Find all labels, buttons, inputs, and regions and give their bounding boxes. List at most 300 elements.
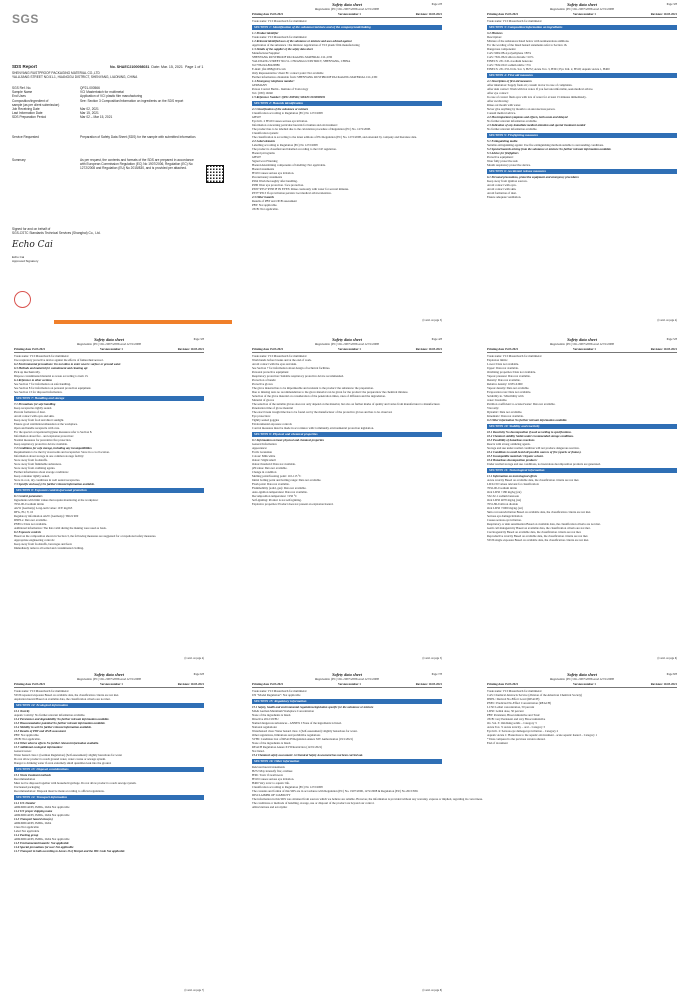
report-page <box>12 2 234 324</box>
sgs-logo: SGS <box>12 12 39 26</box>
text-line: ADR/RID/ADN, IMDG, IATA Not applicable <box>14 837 70 841</box>
version-number: Version number 1 <box>338 682 361 686</box>
page-number: Page 7/8 <box>431 672 442 676</box>
section-body <box>487 31 677 71</box>
text-line: 1.1 Product identifier <box>252 31 279 35</box>
text-line: After swallowing: <box>487 99 509 103</box>
section-heading: SECTION 1: Identification of the substance/mixture and of the company/undertaking <box>252 25 442 30</box>
page-number: Page 4/8 <box>431 337 442 341</box>
text-line: LD50: Lethal dose, 50 percent <box>487 709 524 713</box>
text-line: Odour: Slight smell <box>252 458 276 462</box>
revision-date: Revision: 10.03.2021 <box>650 682 677 686</box>
text-line: CAS: Chemical Abstracts Service (division of the American Chemical Society) <box>487 693 583 697</box>
sds-title: Safety data sheet <box>332 672 362 677</box>
continued-note: (Contd. on page 3) <box>422 319 442 322</box>
text-line: SHENYANG RUSTPROOF PACKAGING MATERIAL CO.,LTD <box>252 55 333 59</box>
sds-page <box>487 2 677 324</box>
sds-header <box>252 2 442 11</box>
text-line: Application of the substance / the mixture: Application of VCI plastic film manufacturing <box>252 43 360 47</box>
text-line: Avoid formation of dust. <box>487 191 517 195</box>
continued-note: (Contd. on page 7) <box>184 989 204 992</box>
continued-note: (Contd. on page 6) <box>657 657 677 660</box>
text-line: 1.2 Relevant identified uses of the substance or mixture and uses advised against <box>252 39 352 43</box>
section-heading: SECTION 6: Accidental release measures <box>487 169 677 174</box>
sds-title: Safety data sheet <box>567 2 597 7</box>
text-line: Mouth respiratory protective device. <box>487 163 531 167</box>
text-line: Dispose contaminated material as waste according to item 13. <box>14 374 89 378</box>
text-line: Oxidizing properties: Data not available. <box>487 370 536 374</box>
text-line: Trade name: VCI Masterbatch for multimetal <box>252 35 307 39</box>
printing-date: Printing date 15.03.2021 <box>14 682 46 686</box>
text-line: Signal word Warning <box>252 159 278 163</box>
text-line: 7631-86-9 silicon dioxide <box>487 502 518 506</box>
text-line: Prevent formation of dust. <box>14 410 46 414</box>
sds-header <box>487 337 677 346</box>
text-line: ADR/RID/ADN, IMDG, IATA <box>14 821 52 825</box>
sds-regulation: Regulation (EC) No.1907/2006 and 1272/2008 <box>550 342 614 346</box>
text-line: Upper: Data not available. <box>487 366 519 370</box>
text-line: pH-value: Data not available. <box>252 466 288 470</box>
sds-header <box>252 337 442 346</box>
text-line: Danger to drinking water if even extremely small quantities leak into the ground. <box>14 761 112 765</box>
sds-title: Safety data sheet <box>94 672 124 677</box>
text-line: Hazard statements <box>252 167 275 171</box>
report-fields: SGS Ref. No. QP21-000566 Sample Name VCI Masterbatch for multimetal End Uses Application of VCI plastic film manufacturing Composition/Ingredient of See: Section 3 Composition/information on ingredients on the SDS report sample (as per client submission) Job Receiving Date Mar 02, 2021 Last Information Date Mar 15, 2021 SDS Preparation Period Mar 02 – Mar 15, 2021 <box>12 86 184 120</box>
trade-name: Trade name: VCI Masterbatch for multimetal <box>487 687 677 693</box>
text-line: Appearance: <box>252 446 268 450</box>
text-line: Selection of the glove material on consideration of the penetration times, rates of diffusion and the degradation. <box>252 394 386 398</box>
text-line: Avoid contact with eyes. <box>487 183 517 187</box>
printing-date: Printing date 15.03.2021 <box>487 12 519 16</box>
text-line: Form: Granulate <box>252 450 272 454</box>
trade-name: Trade name: VCI Masterbatch for multimetal <box>487 17 677 23</box>
text-line: 4.2 Most important symptoms and effects, both acute and delayed <box>487 115 568 119</box>
text-line: Ingredients with limit values that require monitoring at the workplace: <box>14 498 99 502</box>
trade-name: Trade name: VCI Masterbatch for multimetal <box>487 352 677 358</box>
sds-header <box>487 672 677 681</box>
text-line: DFG, EU, Y, 10 <box>14 510 34 514</box>
text-line: Further information obtainable from: SHENYANG RUSTPROOF PACKAGING MATERIAL CO.,LTD <box>252 75 378 79</box>
text-line: 13.1 Waste treatment methods <box>14 773 51 777</box>
text-line: Never give anything by mouth to an unconscious person. <box>487 107 556 111</box>
text-line: DNELs: Data not available. <box>14 518 48 522</box>
text-line: Material of gloves <box>252 398 274 402</box>
text-line: Information concerning particular hazards for human and environment: <box>252 123 338 127</box>
continued-note: (Contd. on page 4) <box>657 319 677 322</box>
section-heading: SECTION 15: Regulatory information <box>252 699 442 704</box>
text-line: 1.3 Details of the supplier of the safety data sheet <box>252 47 313 51</box>
page-number: Page 3/8 <box>666 2 677 6</box>
text-line: Poison Control Berlin - Institute of Toxicology <box>252 87 309 91</box>
text-line: Tightly sealed goggles <box>252 418 280 422</box>
text-line: Acute toxicity Based on available data, the classification criteria are not met. <box>487 478 580 482</box>
text-line: 12.3 Bioaccumulative potential No further relevant information available. <box>14 721 106 725</box>
text-line: Precautionary statements <box>252 175 283 179</box>
text-line: Odour threshold: Data not available. <box>252 462 296 466</box>
text-line: Label Not applicable <box>14 829 40 833</box>
text-line: 1.4 Emergency telephone number: <box>252 79 295 83</box>
text-line: Kinematic: Data not available. <box>487 414 524 418</box>
text-line: Further information about storage conditions: <box>14 470 69 474</box>
text-line: Suitable extinguishing agents: Use fire extinguishing methods suitable to surrounding conditions. <box>487 143 604 147</box>
section-body <box>252 107 442 211</box>
text-line: Flash point: Data not available. <box>252 482 290 486</box>
text-line: The product has to be labelled due to the calculation procedure of Regulation (EC) No. 1272/2008. <box>252 127 371 131</box>
text-line: Reacts with strong oxidizing agents. <box>487 442 531 446</box>
section-body <box>252 438 442 506</box>
text-line: Ox. Sol. 3: Oxidising solids – Category 3 <box>487 721 537 725</box>
section-body <box>487 358 677 422</box>
text-line: ADR/RID/ADN, IMDG, IATA Not applicable <box>14 813 70 817</box>
page-number: Page 8/8 <box>666 672 677 676</box>
text-line: Causes serious eye irritation. <box>487 518 522 522</box>
text-line: Avoid contact with eyes and skin. <box>14 414 55 418</box>
text-line: 9.1 Information on basic physical and chemical properties <box>252 438 325 442</box>
text-line: vPvB: Not applicable. <box>14 737 41 741</box>
text-line: AGW (Germany) Long-term value: 10 E mg/m3 <box>14 506 73 510</box>
text-line: In case of contact flush eyes with lots of water for at least 15 minutes immediately. <box>487 95 587 99</box>
trade-name: Trade name: VCI Masterbatch for multimetal <box>14 352 204 358</box>
text-line: PNEC: Predicted No-Effect Concentration (REACH) <box>487 701 551 705</box>
sds-meta <box>487 12 677 16</box>
text-line: Skin corrosion/irritation Based on available data, the classification criteria are not met. <box>487 510 592 514</box>
text-line: Evaporation rate: Data not available. <box>487 390 532 394</box>
printing-date: Printing date 15.03.2021 <box>252 12 284 16</box>
text-line: Avoid contact with skin. <box>487 187 517 191</box>
printing-date: Printing date 15.03.2021 <box>14 347 46 351</box>
text-line: Protective equipment: <box>487 155 514 159</box>
text-line: CAS: 9002-88-4 polyethylene >80% <box>487 51 532 55</box>
trade-name: Trade name: VCI Masterbatch for multimetal <box>252 687 442 693</box>
text-line: 2.1 Classification of the substance or mixture <box>252 107 309 111</box>
text-line: PBT: Not applicable. <box>252 203 278 207</box>
section-heading: SECTION 9: Physical and chemical properties <box>252 432 442 437</box>
text-line: vPvB: Not applicable. <box>252 207 279 211</box>
text-line: 12.5 Results of PBT and vPvB assessment <box>14 729 66 733</box>
text-line: 14.3 Transport hazard class(es) <box>14 817 53 821</box>
text-line: 12.6 Other adverse effects No further relevant information available. <box>14 741 99 745</box>
text-line: 10.3 Possibility of hazardous reactions <box>487 438 535 442</box>
sds-page <box>252 672 483 994</box>
text-line: 5.3 Advice for firefighters <box>487 151 519 155</box>
text-line: The product is classified and labelled according to the CLP regulation. <box>252 147 337 151</box>
text-line: 10.6 Hazardous decomposition products: <box>487 458 538 462</box>
text-line: 10.5 Incompatible materials: Organic solvent. <box>487 454 544 458</box>
text-line: Water hazard class 1 (German Regulation) (Self-assessment): slightly hazardous for water <box>14 753 123 757</box>
text-line: Oral LD50 4070 mg/kg (rat) <box>487 498 522 502</box>
section-body <box>487 474 677 542</box>
text-line: P280 Wear eye protection / face protection. <box>252 183 304 187</box>
section-heading: SECTION 10: Stability and reactivity <box>487 424 677 429</box>
section-heading: SECTION 13: Disposal considerations <box>14 767 204 772</box>
text-line: The classification is according to the latest editions of EU-Regulation (EC) No. 1272/2008, and extended by company and literature data. <box>252 135 417 139</box>
version-number: Version number 1 <box>338 347 361 351</box>
text-line: General notes: <box>14 749 32 753</box>
text-line: Respiratory protection: Suitable respiratory protective device recommended. <box>252 374 344 378</box>
section-heading: SECTION 5: Firefighting measures <box>487 133 677 138</box>
text-line: 10.1 Reactivity No decomposition if used according to specifications. <box>487 430 572 434</box>
text-line: Vapour pressure: Data not available. <box>487 374 531 378</box>
text-line: Keep container tightly sealed. <box>14 474 50 478</box>
revision-date: Revision: 10.03.2021 <box>650 347 677 351</box>
page-number: Page 3/8 <box>193 337 204 341</box>
text-line: 10.4 Conditions to avoid Avoid all possible sources of fire (sparks or flames). <box>487 450 582 454</box>
text-line: Class Not applicable <box>14 825 39 829</box>
qr-code-icon <box>206 165 224 183</box>
text-line: Eye Irrit. 2: Serious eye damage/eye irritation – Category 2 <box>487 729 559 733</box>
text-line: After inhalation: Supply fresh air; consult doctor in case of complaints. <box>487 83 573 87</box>
section-body <box>252 765 483 809</box>
sds-meta <box>252 12 442 16</box>
text-line: For the special occupational hygiene measures refer to Section 8. <box>14 430 93 434</box>
text-line: PNECs: Data not available. <box>14 522 47 526</box>
text-line: Keep receptacles tightly sealed. <box>14 406 52 410</box>
text-line: Other regulations, limitations and prohibitive regulations <box>252 733 321 737</box>
section-heading: SECTION 8: Exposure controls/personal protection <box>14 488 204 493</box>
text-line: Control measures must be made in accordance with Community environmental protection legislation. <box>252 426 374 430</box>
text-line: CAS: 7632-00-0 sodium nitrite <3% <box>487 63 531 67</box>
text-line: Keep away from foodstuffs, beverages and feed. <box>14 542 73 546</box>
text-line: End of document <box>487 741 508 745</box>
section-heading: SECTION 11: Toxicological information <box>487 468 677 473</box>
text-line: 1.5 Reference Number: QP21-000566; SHAEC2100098031 <box>252 95 326 99</box>
text-line: Keep respiratory protective device available. <box>14 442 68 446</box>
section-heading: SECTION 3: Composition/information on ingredients <box>487 25 677 30</box>
section-body <box>14 773 204 793</box>
text-line: Protective gloves <box>252 382 273 386</box>
text-line: 7.2 Conditions for safe storage, including any incompatibilities <box>14 446 92 450</box>
text-line: The selection of the suitable gloves does not only depend on the material, but also on further marks of quality and varies from manufacturer to manufacturer. <box>252 402 441 406</box>
text-line: Labelling according to Regulation (EC) No 1272/2008 <box>252 143 318 147</box>
text-line: 4.3 Indication of any immediate medical attention and special treatment needed <box>487 123 586 127</box>
text-line: 14.1 UN-Number <box>14 801 36 805</box>
text-line: Not listed. <box>252 749 265 753</box>
sds-title: Safety data sheet <box>94 337 124 342</box>
sds-header <box>14 337 204 346</box>
text-line: Vapour density: Data not available. <box>487 386 530 390</box>
section-body <box>14 358 204 394</box>
text-line: 6.2 Environmental precautions: Do not allow to enter sewers/ surface or ground water. <box>14 362 122 366</box>
section-body <box>14 402 204 486</box>
revision-date: Revision: 10.03.2021 <box>177 347 204 351</box>
text-line: P305+P351+P338 IF IN EYES: Rinse cautiously with water for several minutes. <box>252 187 349 191</box>
text-line: 7.3 Specific end use(s) No further relevant information available. <box>14 482 95 486</box>
report-title: SDS Report <box>12 64 38 69</box>
service-requested: Service Requested Preparation of Safety Data Sheet (SDS) for the sample with submitted information. <box>12 135 197 139</box>
text-line: DISCLAIMER OF LIABILITY <box>252 793 291 797</box>
text-line: 14.6 Special precautions for user Not applicable <box>14 845 74 849</box>
summary: Summary As per request, the contents and formats of the SDS are prepared in accordance with European Commission Regulation (EC) No 1907/2006, Regulation (EC) No 1272/2008 and Regulation (EU) No 2015/830, and is provided per attached. <box>12 158 194 171</box>
text-line: Ensure good ventilation/exhaustion at the workplace. <box>14 422 78 426</box>
text-line: Uncleaned packaging <box>14 785 40 789</box>
text-line: Description: <box>487 35 502 39</box>
sds-title: Safety data sheet <box>567 672 597 677</box>
text-line: After skin contact: Wash with hot water. If you feel uncomfortable, seek medical advice. <box>487 87 594 91</box>
text-line: 12.2 Persistence and degradability No further relevant information available. <box>14 717 110 721</box>
sds-meta <box>14 682 204 686</box>
text-line: See Section 13 for disposal information. <box>14 390 63 394</box>
text-line: The contents and format of this SDS are in accordance with Regulation (EC) No. 1907/2006, 1272/2008 & Regulation (EU) No 2015/830. <box>252 789 419 793</box>
text-line: Acute Tox. 3: Acute toxicity – oral – Category 3 <box>487 725 545 729</box>
text-line: YALUJIANG STREET NO.51-1 HUANGGU DISTRICT, SHENYANG, CHINA <box>252 59 351 63</box>
text-line: Eye protection: <box>252 414 271 418</box>
sds-header <box>14 672 204 681</box>
text-line: 7.1 Precautions for safe handling <box>14 402 56 406</box>
section-body <box>252 693 442 697</box>
text-line: REACH Regulation Annex XVII Restriction (12/01/2021) <box>252 745 323 749</box>
text-line: Classification system: <box>252 131 279 135</box>
text-line: The conditions or methods of handling, storage, use or disposal of the product are beyond our control. <box>252 801 375 805</box>
text-line: Do not allow product to reach ground water, water course or sewage system. <box>14 757 106 761</box>
text-line: Open and handle receptacle with care. <box>14 426 60 430</box>
text-line: General Information <box>252 442 277 446</box>
version-number: Version number 1 <box>573 12 596 16</box>
text-line: water: Insoluble. <box>487 398 508 402</box>
trade-name: Trade name: VCI Masterbatch for multimetal <box>14 687 204 693</box>
text-line: Lower: Data not available. <box>487 362 519 366</box>
text-line: 2.3 Other hazards <box>252 195 275 199</box>
text-line: Decomposition temperature: >250 °C <box>252 494 298 498</box>
sds-header <box>252 672 442 681</box>
text-line: 6.1 Personal precautions, protective equipment and emergency procedures <box>487 175 579 179</box>
text-line: STOT-repeated exposure Based on available data, the classification criteria are not met. <box>14 693 120 697</box>
text-line: 14.5 Environmental hazards: Not applicable <box>14 841 69 845</box>
signature: Echo Cai <box>12 240 53 250</box>
text-line: Directive 2012/18/EU <box>252 717 279 721</box>
stamp-icon <box>14 291 31 308</box>
text-line: 15.1 Safety, health and environmental regulations/legislation specific for the substance or mixture <box>252 705 374 709</box>
text-line: None of the ingredients is listed. <box>252 741 291 745</box>
section-body <box>14 693 204 701</box>
printing-date: Printing date 15.03.2021 <box>487 347 519 351</box>
page-number: Page 6/8 <box>193 672 204 676</box>
text-line: Information about fire - and explosion protection: <box>14 434 74 438</box>
sds-meta <box>14 347 204 351</box>
text-line: Must not be disposed together with household garbage. Do not allow product to reach sewage system. <box>14 781 137 785</box>
sds-header <box>487 2 677 11</box>
text-line: Store away from foodstuffs. <box>14 458 48 462</box>
page-number: Page 5/8 <box>666 337 677 341</box>
sds-regulation: Regulation (EC) No.1907/2006 and 1272/2008 <box>77 342 141 346</box>
text-line: No further relevant information available. <box>487 127 538 131</box>
text-line: Aquatic Acute 1: Hazardous to the aquatic environment - acute aquatic hazard – Category 1 <box>487 733 597 737</box>
text-line: Store away from oxidizing agents. <box>14 466 56 470</box>
text-line: Keep away from food and direct sunlight. <box>14 418 65 422</box>
text-line: 6.3 Methods and material for containment and cleaning up: <box>14 366 89 370</box>
sds-meta <box>487 682 677 686</box>
client-address: SHENYANG RUSTPROOF PACKAGING MATERIAL CO.,LTD YALUJIANG STREET NO.51-1, HUANGGU DISTRICT, SHENYANG, LIAONING, CHINA <box>12 71 138 80</box>
sds-regulation: Regulation (EC) No.1907/2006 and 1272/2008 <box>77 677 141 681</box>
text-line: Aspiration hazard Based on available data, the classification criteria are not met. <box>14 697 111 701</box>
text-line: H400 Very toxic to aquatic life. <box>252 781 290 785</box>
text-line: 14.7 Transport in bulk according to Annex II of Marpol and the IBC Code Not applicable <box>14 849 125 853</box>
text-line: Information about storage in one common storage facility: <box>14 454 85 458</box>
text-line: 14.4 Packing group <box>14 833 39 837</box>
section-body <box>14 709 204 765</box>
text-line: Based on the composition shown in Section 3, the following measures are suggested for occupational safety measures. <box>14 534 157 538</box>
text-line: Named dangerous substances - ANNEX I None of the ingredients is listed. <box>252 721 342 725</box>
version-number: Version number 1 <box>573 682 596 686</box>
sds-title: Safety data sheet <box>332 2 362 7</box>
text-line: Classification according to Regulation (EC) No 1272/2008 <box>252 785 323 789</box>
trade-name: Trade name: VCI Masterbatch for multimetal <box>252 17 442 23</box>
text-line: 12.4 Mobility in soil No further relevant information available. <box>14 725 92 729</box>
text-line: 9.2 Other information No further relevant information available. <box>487 418 568 422</box>
text-line: * Data compared to the previous version altered. <box>487 737 546 741</box>
footer-bar <box>54 320 232 324</box>
section-body <box>487 693 677 745</box>
text-line: Avoid contact with the eyes and skin. <box>252 362 297 366</box>
text-line: Oral LD50 >180 mg/kg (rat) <box>487 490 522 494</box>
text-line: Partition coefficient: n-octanol/water: Data not available. <box>487 402 556 406</box>
text-line: The exact break trough time has to be found out by the manufacturer of the protective gloves and has to be observed. <box>252 410 393 414</box>
version-number: Version number 1 <box>338 12 361 16</box>
text-line: 8.2 Exposure controls <box>14 530 42 534</box>
text-line: 7632-00-0 sodium nitrite <box>14 502 44 506</box>
section-body <box>487 175 677 199</box>
sds-page <box>14 672 204 994</box>
text-line: Serious eye damage/irritation <box>487 514 523 518</box>
text-line: ADR/RID/ADN, IMDG, IATA Not applicable <box>14 805 70 809</box>
signed-for: Signed for and on behalf of SGS-CSTC Standards Technical Services (Shanghai) Co., Ltd. <box>12 227 101 236</box>
text-line: After eye contact: <box>487 91 509 95</box>
text-line: 5.1 Extinguishing media <box>487 139 518 143</box>
text-line: Tel:+86-024-86220886 <box>252 63 280 67</box>
sds-meta <box>487 347 677 351</box>
section-body <box>14 494 204 550</box>
text-line: 6.4 Reference to other sections <box>14 378 52 382</box>
text-line: Explosive properties: Product does not present an explosion hazard. <box>252 502 334 506</box>
text-line: Flammability (solid, gas): Data not available. <box>252 486 307 490</box>
text-line: Recommendation: Disposal must be made according to official regulations. <box>14 789 105 793</box>
text-line: Tel.: (030) 19240 <box>252 91 273 95</box>
text-line: Relevant hazard statements <box>252 765 285 769</box>
text-line: Germ cell mutagenicity Based on available data, the classification criteria are not met. <box>487 526 591 530</box>
text-line: Use respiratory protective device against the effects of fumes/dust/aerosol. <box>14 358 104 362</box>
sds-page <box>487 672 677 994</box>
text-line: The glove material has to be impermeable and resistant to the product/ the substance/ the preparation. <box>252 386 374 390</box>
text-line: Eye Irrit. 2 H319 Causes serious eye irritation. <box>252 119 308 123</box>
sds-meta <box>252 682 442 686</box>
section-heading: SECTION 2: Hazards identification <box>252 101 442 106</box>
section-body <box>252 358 442 430</box>
text-line: 10.2 Chemical stability Stable under recommended storage conditions. <box>487 434 574 438</box>
printing-date: Printing date 15.03.2021 <box>252 347 284 351</box>
section-body <box>14 801 204 853</box>
text-line: P337+P313 If eye irritation persists: Get medical advice/attention. <box>252 191 332 195</box>
sds-title: Safety data sheet <box>332 337 362 342</box>
section-heading: SECTION 7: Handling and storage <box>14 396 204 401</box>
text-line: GHS07 <box>252 115 262 119</box>
text-line: Abbreviations and acronyms: <box>252 805 288 809</box>
text-line: 532-32-1 sodium benzoate <box>487 494 519 498</box>
text-line: Rinse out mouth with water. <box>487 103 521 107</box>
text-line: Initial boiling point and boiling range: Data not available. <box>252 478 322 482</box>
continued-note: (Contd. on page 4) <box>184 657 204 660</box>
text-line: Hazard pictograms <box>252 151 275 155</box>
sds-page <box>487 337 677 662</box>
text-line: Manufacturer/Supplier: <box>252 51 281 55</box>
sds-regulation: Regulation (EC) No.1907/2006 and 1272/2008 <box>315 7 379 11</box>
text-line: Density: Data not available. <box>487 378 521 382</box>
text-line: See Section 7 for information on safe handling. <box>14 382 71 386</box>
text-line: Environmental exposure controls <box>252 422 292 426</box>
text-line: Appropriate engineering controls: <box>14 538 55 542</box>
sds-regulation: Regulation (EC) No.1907/2006 and 1272/2008 <box>315 677 379 681</box>
text-line: H319 Causes serious eye irritation. <box>252 171 295 175</box>
text-line: For the wording of the listed hazard statements refer to Section 16. <box>487 43 568 47</box>
text-line: H272 May intensify fire; oxidiser. <box>252 769 293 773</box>
